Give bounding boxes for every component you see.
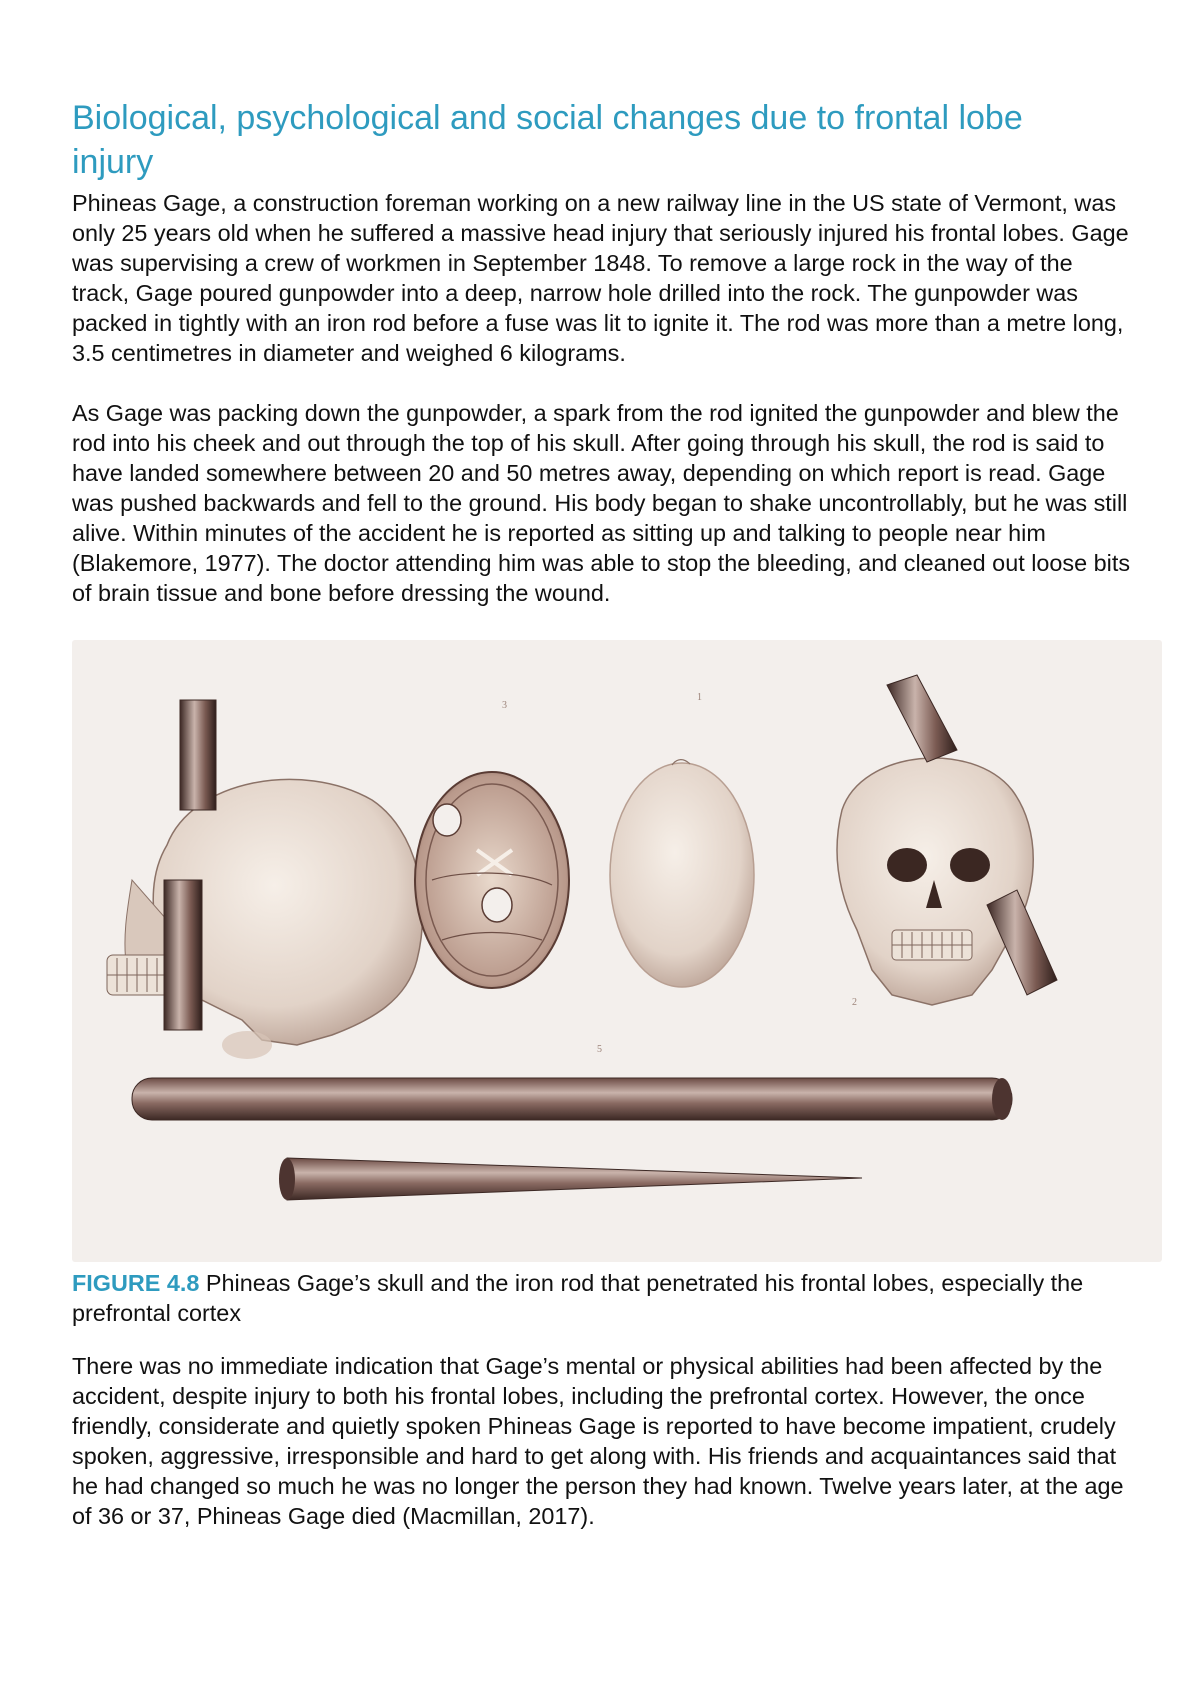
plate-number-2: 2 [852, 997, 857, 1008]
paragraph-3: There was no immediate indication that Gage’s mental or physical abilities had been affected by the accident, despite injury to both his frontal lobes, including the prefrontal cortex. However, the once friendly, considerate and quietly spoken Phineas Gage is reported to have become impatient, crudely spoken, aggressive, irresponsible and hard to get along with. His friends and acquaintances said that he had changed so much he was no longer the person they had known. Twelve years later, at the age of 36 or 37, Phineas Gage died (Macmillan, 2017). [72, 1353, 1124, 1530]
figure-gage-skull [72, 640, 1162, 1262]
figure-caption-label: FIGURE 4.8 [72, 1270, 200, 1296]
figure-caption-text: Phineas Gage’s skull and the iron rod that penetrated his frontal lobes, especially the prefrontal cortex [72, 1270, 1084, 1326]
section-heading: Biological, psychological and social changes due to frontal lobe injury [72, 99, 1023, 181]
paragraph-1: Phineas Gage, a construction foreman working on a new railway line in the US state of Vermont, was only 25 years old when he suffered a massive head injury that seriously injured his frontal lobes. Gage was supervising a crew of workmen in September 1848. To remove a large rock in the way of the track, Gage poured gunpowder into a deep, narrow hole drilled into the rock. The gunpowder was packed in tightly with an iron rod before a fuse was lit to ignite it. The rod was more than a metre long, 3.5 centimetres in diameter and weighed 6 kilograms. [72, 190, 1129, 366]
skull-top-view [610, 692, 754, 987]
page-content [72, 96, 1142, 1531]
plate-number-1: 1 [697, 692, 702, 703]
skull-base-view [415, 700, 569, 988]
iron-rod-side [132, 1044, 1012, 1120]
figure-caption [72, 1268, 1132, 1328]
plate-number-5: 5 [597, 1044, 602, 1055]
skull-front-view [837, 675, 1057, 1008]
skull-side-view [107, 700, 423, 1059]
plate-number-3: 3 [502, 700, 507, 711]
paragraph-2: As Gage was packing down the gunpowder, a spark from the rod ignited the gunpowder and blew the rod into his cheek and out through the top of his skull. After going through his skull, the rod is said to have landed somewhere between 20 and 50 metres away, depending on which report is read. Gage was pushed backwards and fell to the ground. His body began to shake uncontrollably, but he was still alive. Within minutes of the accident he is reported as sitting up and talking to people near him (Blakemore, 1977). The doctor attending him was able to stop the bleeding, and cleaned out loose bits of brain tissue and bone before dressing the wound. [72, 400, 1131, 606]
iron-rod-tapered [279, 1158, 862, 1200]
gage-skull-illustration [72, 640, 1162, 1262]
